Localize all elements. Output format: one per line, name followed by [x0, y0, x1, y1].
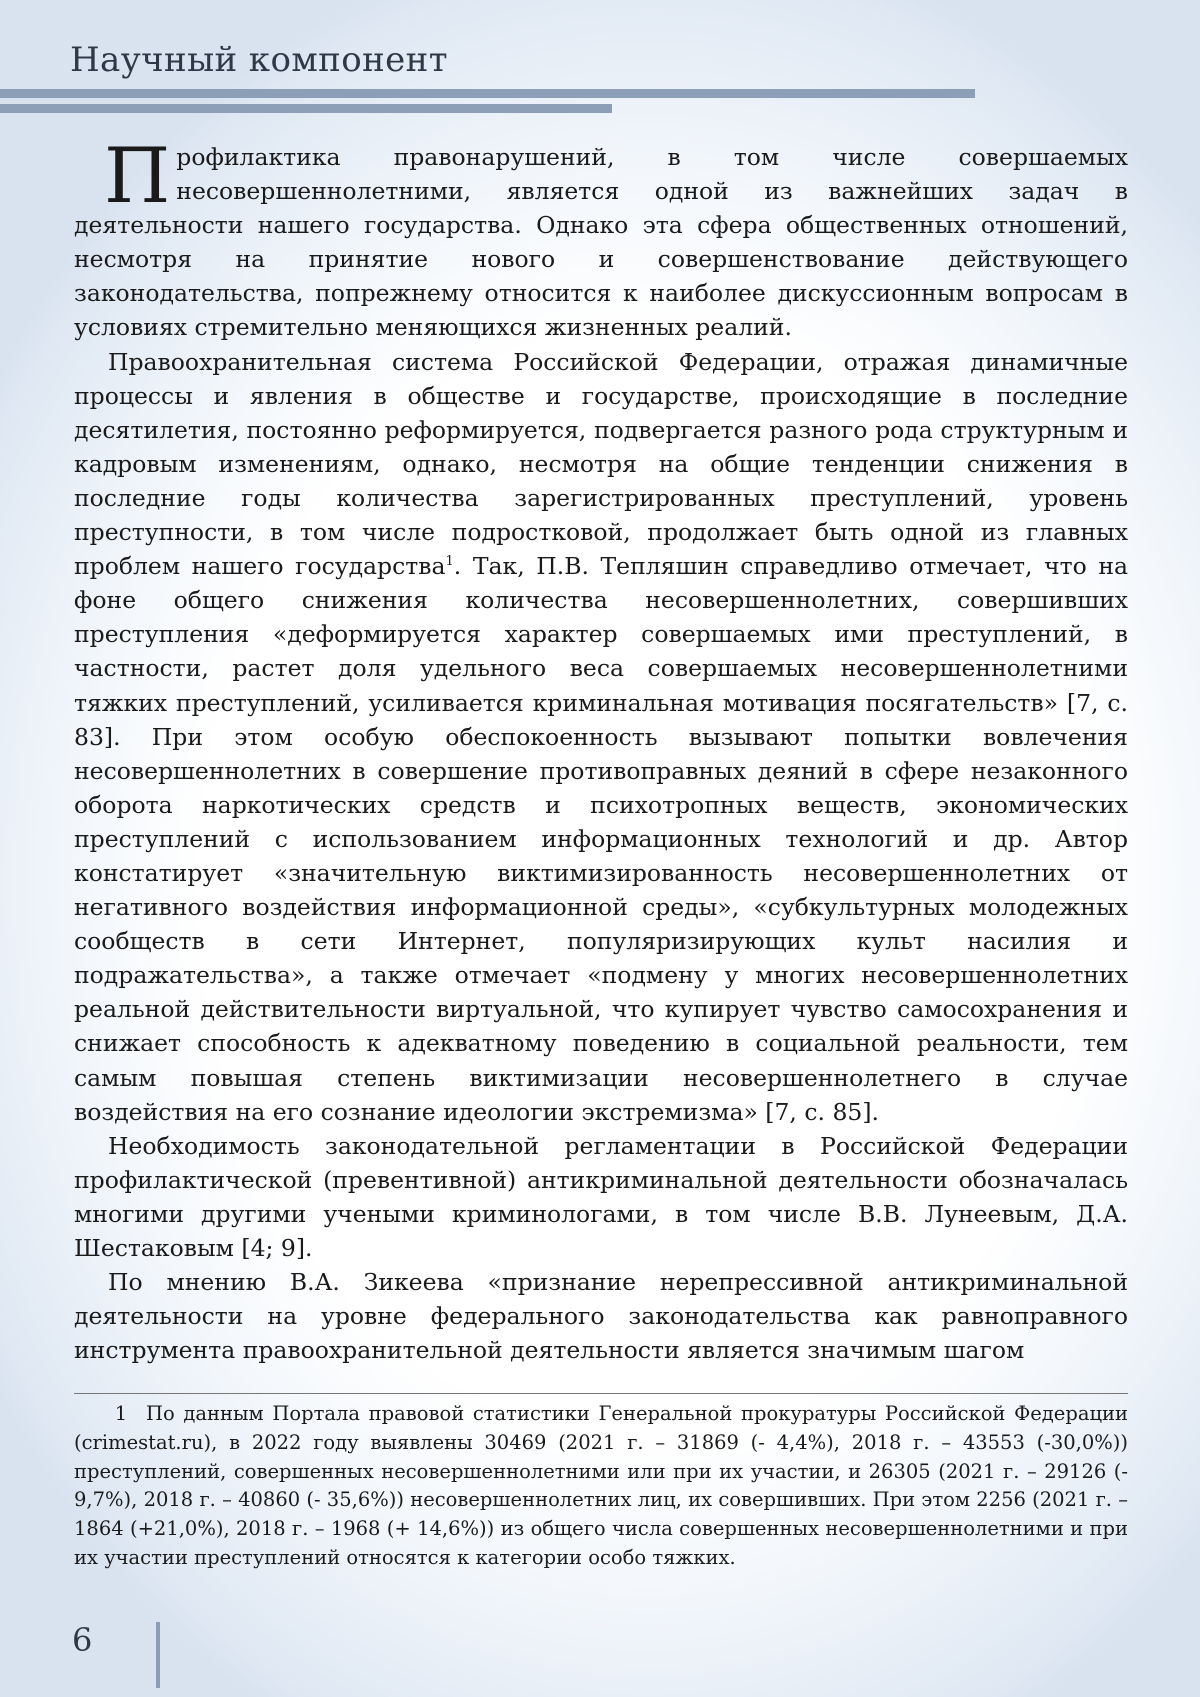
page-number: 6 [72, 1621, 93, 1659]
footnote-text: По данным Портала правовой статистики Генеральной прокуратуры Российской Федерации (crimestat.ru), в 2022 году выявлены 30469 (2021 г. – 31869 (- 4,4%), 2018 г. – 43553 (-30,0%)) преступлений, совершенных несовершеннолетними или при их участии, и 26305 (2021 г. – 29126 (- 9,7%), 2018 г. – 40860 (- 35,6%)) несовершеннолетних лиц, их совершивших. При этом 2256 (2021 г. – 1864 (+21,0%), 2018 г. – 1968 (+ 14,6%)) из общего числа совершенных несовершеннолетними и при их участии преступлений относятся к категории особо тяжких. [74, 1402, 1128, 1569]
paragraph-1-text: рофилактика правонарушений, в том числе совершаемых несовершеннолетними, является одной из важнейших задач в деятельности нашего государства. Однако эта сфера общественных отношений, несмотря на принятие нового и совершенствование действующего законодательства, попрежнему относится к наиболее дискуссионным вопросам в условиях стремительно меняющихся жизненных реалий. [74, 143, 1128, 342]
drop-cap: П [104, 131, 171, 220]
paragraph-2-text-a: Правоохранительная система Российской Федерации, отражая динамичные процессы и явления в обществе и государстве, происходящие в последние десятилетия, постоянно реформируется, подвергается разного рода структурным и кадровым изменениям, однако, несмотря на общие тенденции снижения в последние годы количества зарегистрированных преступлений, уровень преступности, в том числе подростковой, продолжает быть одной из главных проблем нашего государства [74, 347, 1128, 581]
paragraph-4: По мнению В.А. Зикеева «признание нерепрессивной антикриминальной деятельности на уровне федерального законодательства как равноправного инструмента правоохранительной деятельности является значимым шагом [74, 1268, 1128, 1365]
footnote-number: 1 [114, 1402, 128, 1425]
paragraph-2-text-b: . Так, П.В. Тепляшин справедливо отмечает, что на фоне общего снижения количества несовершеннолетних, совершивших преступления «деформируется характер совершаемых ими преступлений, в частности, растет доля удельного веса совершаемых несовершеннолетними тяжких преступлений, усиливается криминальная мотивация посягательств» [7, с. 83]. При этом особую обеспокоенность вызывают попытки вовлечения несовершеннолетних в совершение противоправных деяний в сфере незаконного оборота наркотических средств и психотропных веществ, экономических преступлений с использованием информационных технологий и др. Автор констатирует «значительную виктимизированность несовершеннолетних от негативного воздействия информационной среды», «субкультурных молодежных сообществ в сети Интернет, популяризирующих культ насилия и подражательства», а также отмечает «подмену у многих несовершеннолетних реальной действительности виртуальной, что купирует чувство самосохранения и снижает способность к адекватному поведению в социальной реальности, тем самым повышая степень виктимизации несовершеннолетнего в случае воздействия на его сознание идеологии экстремизма» [7, с. 85]. [74, 552, 1128, 1126]
header-rule-long [0, 89, 975, 98]
footnote-divider [74, 1393, 1128, 1394]
footnote-reference[interactable]: 1 [445, 554, 454, 570]
paragraph-2 [74, 345, 1128, 1129]
header-rule-short [0, 104, 612, 113]
paragraph-1 [74, 131, 1128, 345]
footnote [74, 1400, 1128, 1573]
running-header: Научный компонент [70, 40, 448, 80]
paragraph-3: Необходимость законодательной регламентации в Российской Федерации профилактической (превентивной) антикриминальной деятельности обозначалась многими другими учеными криминологами, в том числе В.В. Лунеевым, Д.А. Шестаковым [4; 9]. [74, 1131, 1128, 1262]
page-number-rule [156, 1622, 160, 1688]
article-body [74, 131, 1128, 1367]
